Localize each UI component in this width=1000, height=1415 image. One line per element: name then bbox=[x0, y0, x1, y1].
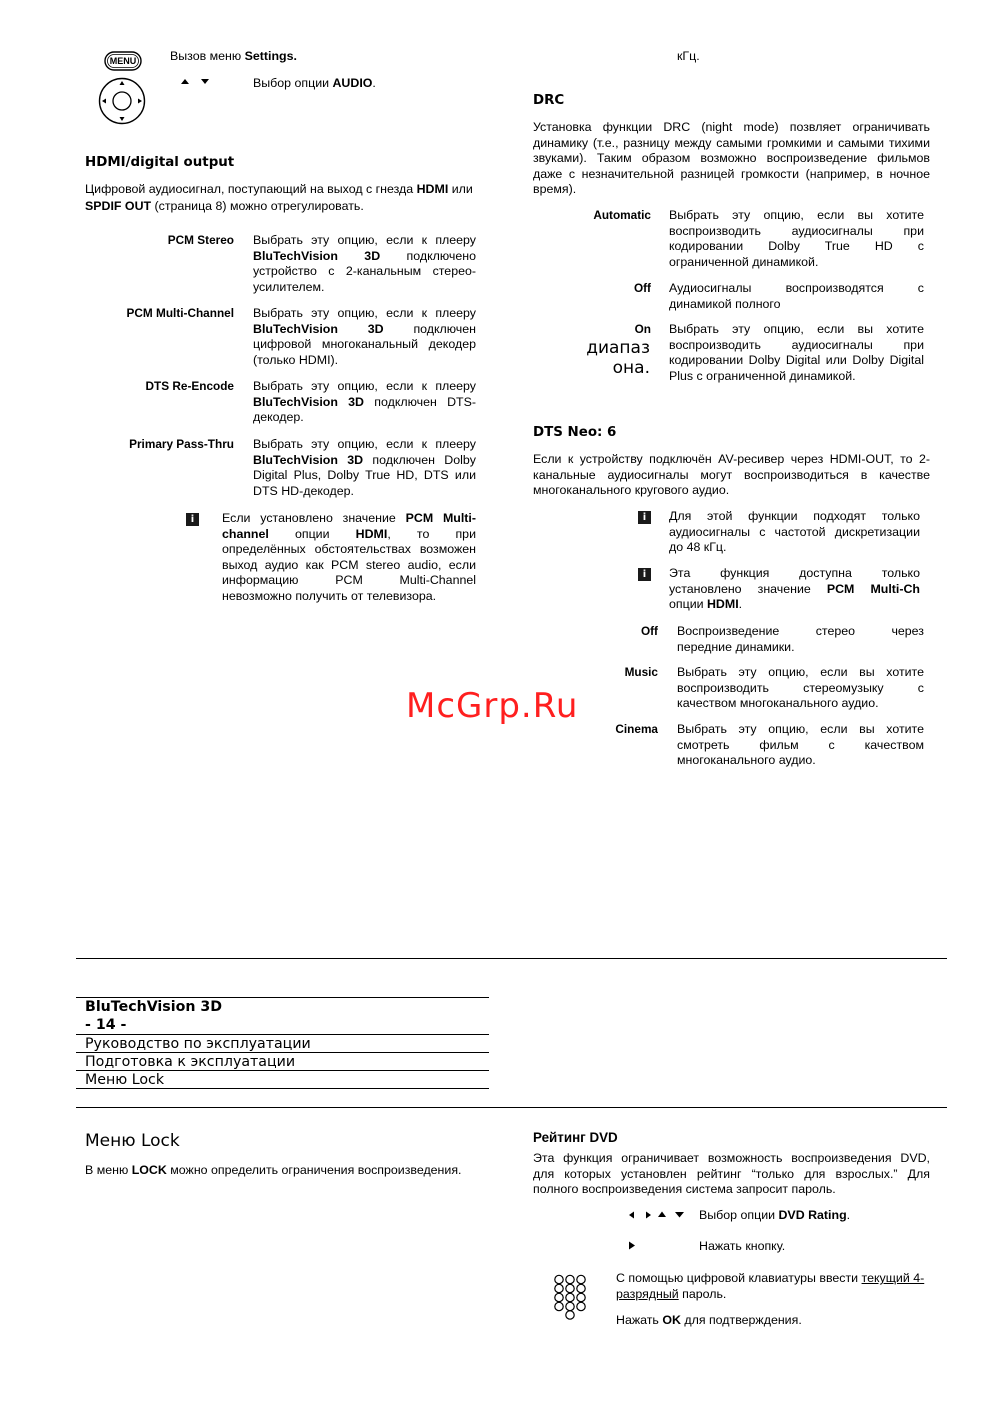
dts-neo-note2: Эта функция доступна только установлено значение PCM Multi-Ch опции HDMI. bbox=[669, 566, 920, 612]
keypad-key bbox=[577, 1275, 585, 1283]
keypad-key bbox=[566, 1284, 574, 1292]
info-icon: i bbox=[186, 513, 199, 526]
navigation-wheel-icon bbox=[98, 76, 146, 126]
dts-neo-desc-off: Воспроизведение стерео через передние динамики. bbox=[677, 624, 924, 654]
drc-label-on: On bbox=[634, 322, 651, 336]
lock-text: В меню LOCK можно определить ограничения воспроизведения. bbox=[85, 1163, 462, 1177]
dts-neo-label-off: Off bbox=[640, 624, 658, 638]
footer-row-preparation: Подготовка к эксплуатации bbox=[85, 1054, 296, 1070]
watermark: McGrp.Ru bbox=[406, 686, 579, 726]
footer-row-manual: Руководство по эксплуатации bbox=[85, 1036, 311, 1052]
option-desc-pcm-stereo: Выбрать эту опцию, если к плееру BluTechVision 3D подключено устройство с 2-канальным стерео- усилителем. bbox=[253, 233, 476, 294]
option-label-pcm-stereo: PCM Stereo bbox=[167, 233, 234, 247]
keypad-key bbox=[566, 1302, 574, 1310]
khz-fragment: кГц. bbox=[677, 49, 700, 63]
option-label-dts-reencode: DTS Re-Encode bbox=[145, 379, 234, 393]
drc-label-automatic: Automatic bbox=[593, 208, 651, 222]
option-desc-primary-passthru: Выбрать эту опцию, если к плееру BluTechVision 3D подключен Dolby Digital Plus, Dolby True HD, DTS или DTS HD-декодер. bbox=[253, 437, 476, 498]
dvd-rating-intro: Эта функция ограничивает возможность воспроизведения DVD, для которых установлен рейтинг “только для взрослых.” Для полного воспроизведения система запросит пароль. bbox=[533, 1151, 930, 1197]
drc-intro: Установка функции DRC (night mode) позвляет ограничивать динамику (т.е., разницу между самыми громкими и самыми тихими звуками). Таким образом возможно воспроизведение фильмов даже с незначительной разницей громкости (например, в ночное время). bbox=[533, 120, 930, 197]
dvd-rating-heading: Рейтинг DVD bbox=[533, 1130, 618, 1145]
divider bbox=[76, 1107, 947, 1108]
dts-neo-label-cinema: Cinema bbox=[615, 722, 658, 736]
numeric-keypad-icon bbox=[552, 1274, 588, 1320]
option-desc-pcm-multichannel: Выбрать эту опцию, если к плееру BluTechVision 3D подключен цифровой многоканальный декодер (только HDMI). bbox=[253, 306, 476, 367]
drc-desc-automatic: Выбрать эту опцию, если вы хотите воспроизводить аудиосигналы при кодировании Dolby True HD с ограниченной динамикой. bbox=[669, 208, 924, 269]
keypad-key bbox=[577, 1302, 585, 1310]
dts-neo-heading: DTS Neo: 6 bbox=[533, 425, 617, 440]
dvd-step-press: Нажать кнопку. bbox=[699, 1239, 786, 1253]
keypad-key bbox=[577, 1284, 585, 1292]
dts-neo-intro: Если к устройству подключён AV-ресивер через HDMI-OUT, то 2- канальные аудиосигналы могут воспроизводиться в качестве многоканального кругового аудио. bbox=[533, 452, 930, 498]
dts-neo-desc-music: Выбрать эту опцию, если вы хотите воспроизводить стереомузыку с качеством многоканального аудио. bbox=[677, 665, 924, 711]
dvd-step-confirm: Нажать OK для подтверждения. bbox=[616, 1313, 802, 1327]
dts-neo-note1: Для этой функции подходят только аудиосигналы с частотой дискретизации до 48 кГц. bbox=[669, 509, 920, 555]
keypad-key bbox=[577, 1293, 585, 1301]
option-label-pcm-multichannel: PCM Multi-Channel bbox=[126, 306, 234, 320]
lock-heading: Меню Lock bbox=[85, 1131, 180, 1151]
menu-button-icon bbox=[104, 51, 142, 71]
dvd-step-enter-password: С помощью цифровой клавиатуры ввести текущий 4- разрядный пароль. bbox=[616, 1271, 925, 1301]
divider bbox=[76, 958, 947, 959]
footer-row-lock-menu: Меню Lock bbox=[85, 1072, 165, 1088]
dvd-step-select: Выбор опции DVD Rating. bbox=[699, 1208, 851, 1222]
keypad-key bbox=[555, 1275, 563, 1283]
keypad-key bbox=[555, 1284, 563, 1292]
footer-product: BluTechVision 3D bbox=[85, 999, 223, 1015]
option-label-primary-passthru: Primary Pass-Thru bbox=[129, 437, 234, 451]
footer-page-number: - 14 - bbox=[85, 1017, 127, 1033]
keypad-key bbox=[566, 1311, 574, 1319]
drc-label-off: Off bbox=[633, 281, 651, 295]
arrow-keys-icon bbox=[628, 1211, 686, 1219]
up-down-arrows-icon bbox=[180, 78, 210, 86]
dts-neo-label-music: Music bbox=[624, 665, 658, 679]
keypad-key bbox=[555, 1302, 563, 1310]
select-audio-text: Выбор опции AUDIO. bbox=[253, 76, 376, 90]
hdmi-intro: Цифровой аудиосигнал, поступающий на выход с гнезда HDMI или SPDIF OUT (страница 8) можно отрегулировать. bbox=[85, 182, 473, 213]
keypad-key bbox=[566, 1275, 574, 1283]
menu-call-text: Вызов меню Settings. bbox=[170, 49, 297, 63]
info-icon: i bbox=[638, 568, 651, 581]
drc-desc-on: Выбрать эту опцию, если вы хотите воспроизводить аудиосигналы при кодировании Dolby Digital или Dolby Digital Plus с ограниченной динамикой. bbox=[669, 322, 924, 383]
drc-overflow-text: диапаз она. bbox=[586, 338, 650, 378]
info-icon: i bbox=[638, 511, 651, 524]
dts-neo-desc-cinema: Выбрать эту опцию, если вы хотите смотреть фильм с качеством многоканального аудио. bbox=[677, 722, 924, 768]
keypad-key bbox=[566, 1293, 574, 1301]
keypad-key bbox=[555, 1293, 563, 1301]
hdmi-note-text: Если установлено значение PCM Multi- channel опции HDMI, то при определённых обстоятельствах возможен выход аудио как PCM stereo audio, если информацию PCM Multi-Channel невозможно получить от телевизора. bbox=[222, 511, 476, 603]
drc-desc-off: Аудиосигналы воспроизводятся с динамикой полного bbox=[669, 281, 924, 311]
menu-button-label: MENU bbox=[109, 56, 137, 66]
option-desc-dts-reencode: Выбрать эту опцию, если к плееру BluTechVision 3D подключен DTS- декодер. bbox=[253, 379, 476, 425]
drc-heading: DRC bbox=[533, 93, 565, 108]
hdmi-heading: HDMI/digital output bbox=[85, 155, 235, 170]
divider bbox=[76, 1088, 489, 1089]
right-arrow-icon bbox=[628, 1241, 636, 1250]
